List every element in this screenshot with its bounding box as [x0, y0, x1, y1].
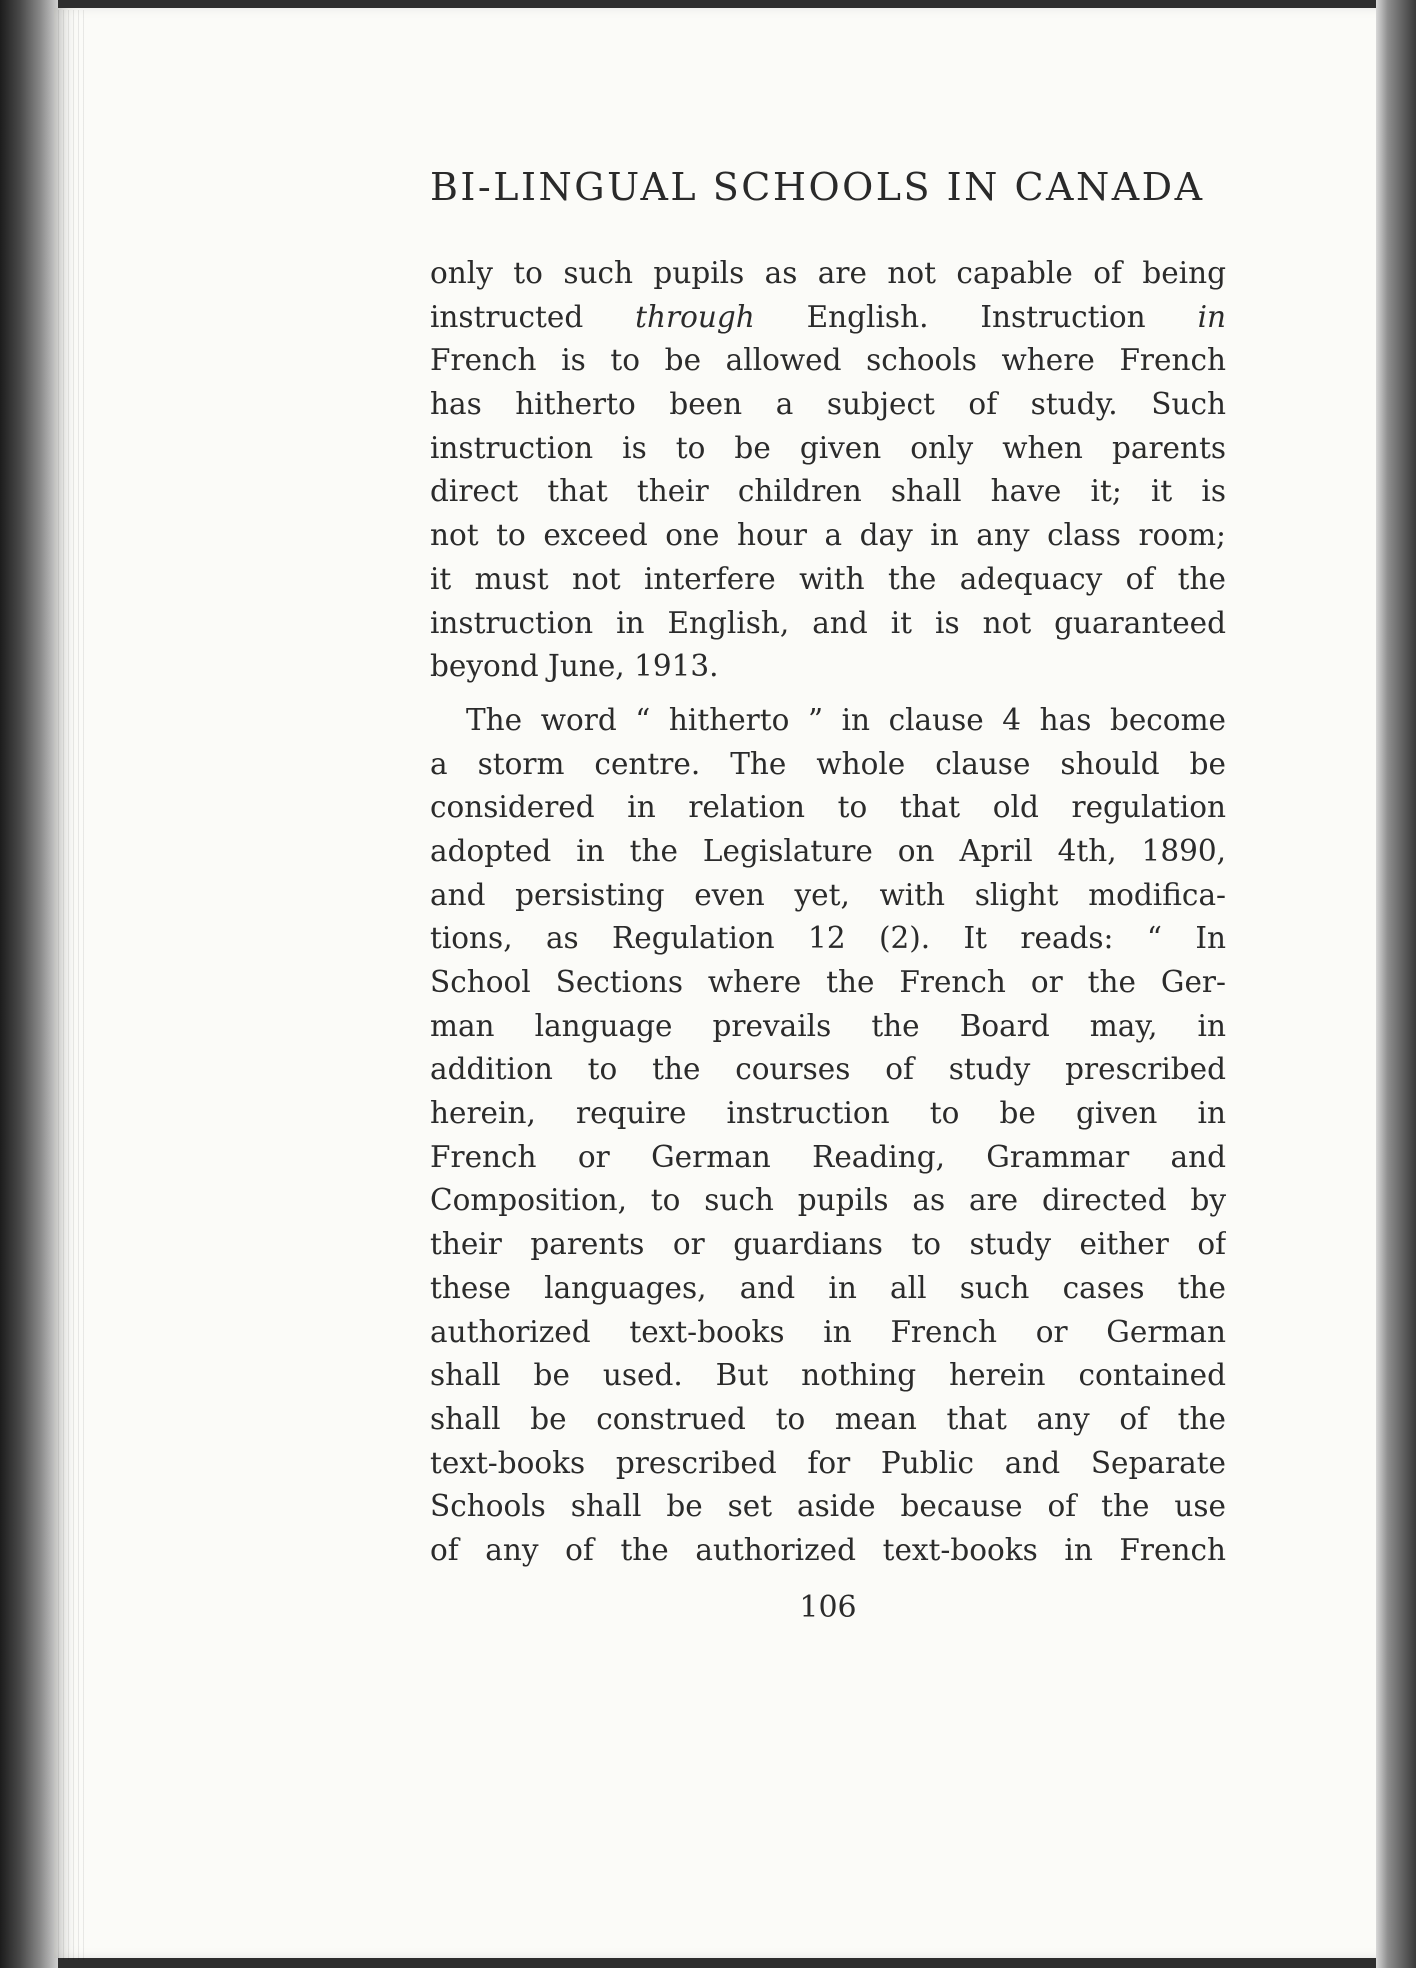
text-line: shall be used. But nothing herein contained: [430, 1358, 1226, 1393]
text-line: addition to the courses of study prescribed: [430, 1052, 1226, 1087]
text-line-with-italics: instructed through English. Instruction in: [430, 299, 1226, 334]
text-line: and persisting even yet, with slight modifica-: [430, 877, 1226, 912]
italic-word: through: [635, 299, 755, 334]
page-stack-edge: [58, 10, 88, 1960]
running-head: BI-LINGUAL SCHOOLS IN CANADA: [430, 165, 1205, 209]
text-line: has hitherto been a subject of study. Such: [430, 387, 1226, 422]
text-line: considered in relation to that old regulation: [430, 790, 1226, 825]
text-line: instruction in English, and it is not guaranteed: [430, 605, 1226, 640]
book-spine-edge: [0, 0, 58, 1968]
text-line: of any of the authorized text-books in French: [430, 1532, 1226, 1567]
text-line: French or German Reading, Grammar and: [430, 1139, 1226, 1174]
text-line: adopted in the Legislature on April 4th, 1890,: [430, 833, 1226, 868]
text-line: instruction is to be given only when parents: [430, 430, 1226, 465]
text-line: herein, require instruction to be given in: [430, 1096, 1226, 1131]
body-text: [430, 252, 1226, 1573]
text-line: tions, as Regulation 12 (2). It reads: “ In: [430, 921, 1226, 956]
text-line: Schools shall be set aside because of the use: [430, 1489, 1226, 1524]
text-line: direct that their children shall have it; it is: [430, 474, 1226, 509]
text-line: shall be construed to mean that any of the: [430, 1401, 1226, 1436]
text-line: Composition, to such pupils as are directed by: [430, 1183, 1226, 1218]
right-page-edge: [1376, 0, 1416, 1968]
text-line: their parents or guardians to study either of: [430, 1227, 1226, 1262]
text-line: The word “ hitherto ” in clause 4 has become: [466, 702, 1226, 737]
paragraph-2: [430, 699, 1226, 1573]
text-line: only to such pupils as are not capable of being: [430, 256, 1226, 290]
text-line: School Sections where the French or the Ger-: [430, 965, 1226, 999]
text-line: beyond June, 1913.: [430, 649, 719, 684]
text-line: text-books prescribed for Public and Separate: [430, 1445, 1226, 1480]
text-line: a storm centre. The whole clause should be: [430, 746, 1226, 781]
paragraph-1: [430, 252, 1226, 689]
text-line: man language prevails the Board may, in: [430, 1008, 1226, 1043]
text-line: authorized text-books in French or German: [430, 1314, 1226, 1349]
italic-word: in: [1197, 299, 1226, 334]
text-line: French is to be allowed schools where French: [430, 343, 1226, 378]
text-line: not to exceed one hour a day in any class room;: [430, 518, 1226, 553]
text-line: these languages, and in all such cases the: [430, 1270, 1226, 1305]
text-line: it must not interfere with the adequacy of the: [430, 561, 1226, 596]
page-number: 106: [799, 1590, 857, 1625]
